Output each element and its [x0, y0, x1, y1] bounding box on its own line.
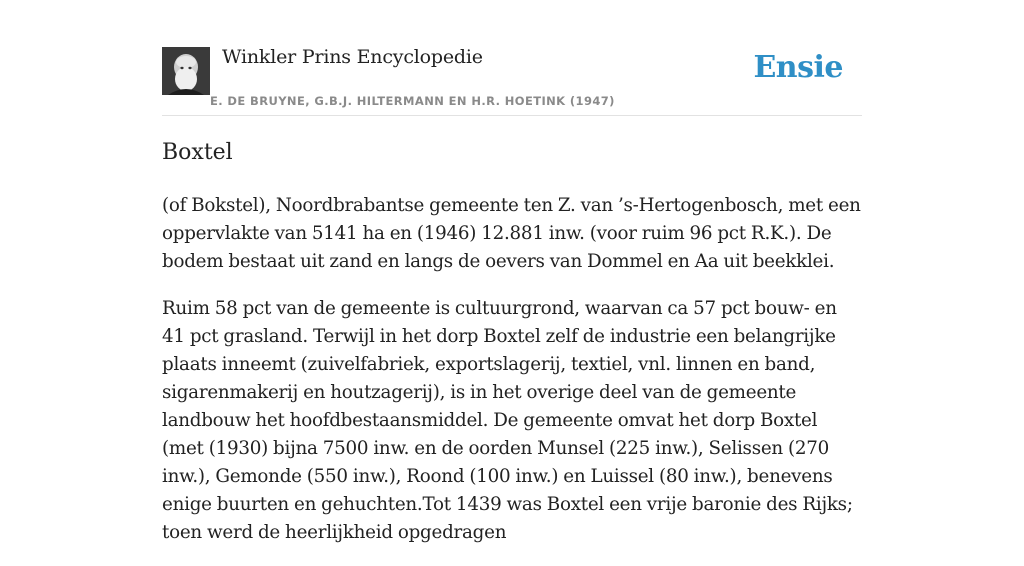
- article-body: [162, 192, 862, 566]
- author-avatar[interactable]: [162, 47, 210, 95]
- source-header: [162, 0, 862, 116]
- article-title: Boxtel: [162, 140, 233, 165]
- source-authors: E. DE BRUYNE, G.B.J. HILTERMANN EN H.R. HOETINK (1947): [210, 94, 615, 108]
- content-container: [162, 0, 862, 543]
- article-paragraph-2: Ruim 58 pct van de gemeente is cultuurgrond, waarvan ca 57 pct bouw- en 41 pct grasland. Terwijl in het dorp Boxtel zelf de industrie een belangrijke plaats inneemt (zuivelfabriek, exportslagerij, textiel, vnl. linnen en band, sigarenmakerij en houtzagerij), is in het overige deel van de gemeente landbouw het hoofdbestaansmiddel. De gemeente omvat het dorp Boxtel (met (1930) bijna 7500 inw. en de oorden Munsel (225 inw.), Selissen (270 inw.), Gemonde (550 inw.), Roond (100 inw.) en Luissel (80 inw.), benevens enige buurten en gehuchten.Tot 1439 was Boxtel een vrije baronie des Rijks; toen werd de heerlijkheid opgedragen: [162, 298, 853, 543]
- article-paragraph-1: (of Bokstel), Noordbrabantse gemeente ten Z. van ’s-Hertogenbosch, met een oppervlakte van 5141 ha en (1946) 12.881 inw. (voor ruim 96 pct R.K.). De bodem bestaat uit zand en langs de oevers van Dommel en Aa uit beekklei.: [162, 195, 861, 272]
- avatar-portrait-icon: [162, 47, 210, 95]
- source-title[interactable]: Winkler Prins Encyclopedie: [222, 46, 483, 68]
- ensie-logo[interactable]: Ensie: [753, 50, 843, 85]
